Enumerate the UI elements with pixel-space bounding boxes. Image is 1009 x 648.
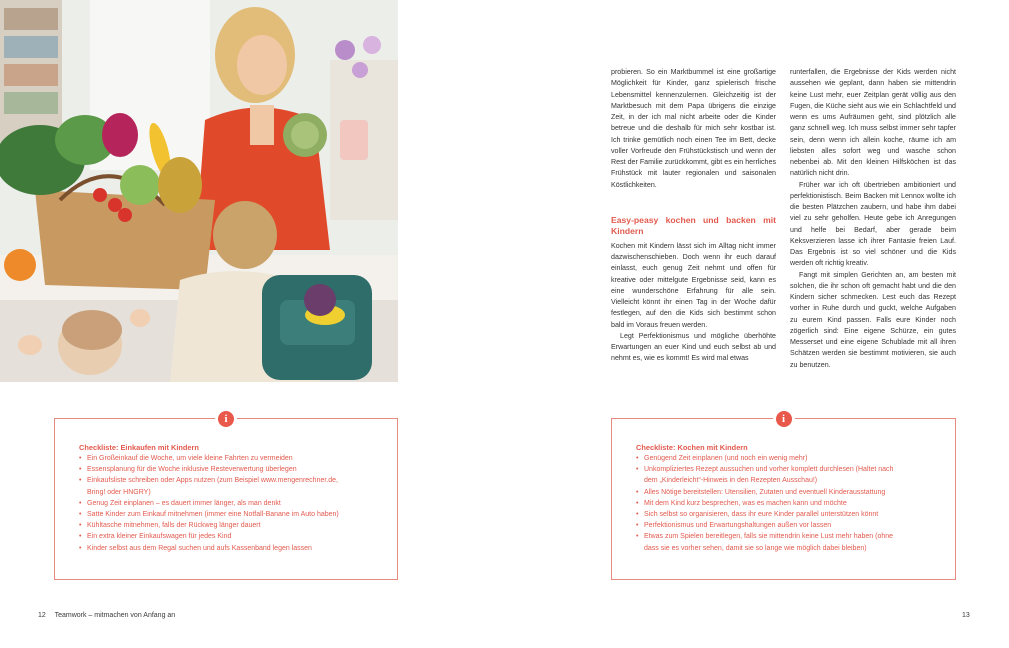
paragraph: probieren. So ein Marktbummel ist eine großartige Möglichkeit für Kinder, ganz spielerisch frische Lebensmittel kennenzulernen. Gleichzeitig ist der Marktbesuch mit dem Papa übrigens die einzige Zeit, in der ich mal nicht arbeite oder die Kinder betreue und die deshalb für mich sehr kostbar ist. Ich trinke gemütlich noch einen Tee im Bett, decke voller Vorfreude den Frühstückstisch und wenn der Rest der Familie zurückkommt, gibt es ein herrliches Frühstück mit lauter regionalen und saisonalen Köstlichkeiten. bbox=[611, 68, 776, 189]
list-item: • Kinder selbst aus dem Regal suchen und aufs Kassenband legen lassen bbox=[79, 543, 385, 554]
info-icon: i bbox=[776, 411, 792, 427]
list-item-text: Bring! oder HNGRY) bbox=[87, 488, 151, 496]
footer-left bbox=[38, 612, 175, 619]
cover-photo bbox=[0, 0, 398, 382]
list-item: • Perfektionismus und Erwartungshaltungen außen vor lassen bbox=[636, 520, 943, 531]
page-number: 12 bbox=[38, 612, 46, 619]
list-item: • Unkompliziertes Rezept aussuchen und vorher komplett durchlesen (Haltet nach bbox=[636, 464, 943, 475]
list-item: • Satte Kinder zum Einkauf mitnehmen (immer eine Notfall-Banane im Auto haben) bbox=[79, 509, 385, 520]
checklist bbox=[79, 453, 385, 554]
list-item-continued bbox=[636, 543, 943, 554]
info-icon: i bbox=[218, 411, 234, 427]
list-item: • Genug Zeit einplanen – es dauert immer länger, als man denkt bbox=[79, 498, 385, 509]
list-item: • Kühltasche mitnehmen, falls der Rückweg länger dauert bbox=[79, 520, 385, 531]
section-heading: Easy-peasy kochen und backen mit Kindern bbox=[611, 214, 776, 236]
text-column-left bbox=[611, 67, 776, 365]
list-item: • Essensplanung für die Woche inklusive Resteverwertung überlegen bbox=[79, 464, 385, 475]
list-item: • Einkaufsliste schreiben oder Apps nutzen (zum Beispiel www.mengenrechner.de, bbox=[79, 475, 385, 486]
list-item: • Etwas zum Spielen bereitlegen, falls sie mittendrin keine Lust mehr haben (ohne bbox=[636, 531, 943, 542]
list-item: • Sich selbst so organisieren, dass ihr eure Kinder parallel unterstützen könnt bbox=[636, 509, 943, 520]
checklist-title: Checkliste: Einkaufen mit Kindern bbox=[79, 443, 199, 452]
list-item: • Genügend Zeit einplanen (und noch ein wenig mehr) bbox=[636, 453, 943, 464]
checklist-title: Checkliste: Kochen mit Kindern bbox=[636, 443, 748, 452]
paragraph: Fangt mit simplen Gerichten an, am besten mit solchen, die ihr schon oft gemacht habt und die den Kindern sicher schmecken. Lest euch das Rezept vorher in Ruhe durch und guckt, welche Aufgaben zu eurem Kind passen. Falls eure Kinder noch zögerlich sind: Eine eigene Schürze, ein gutes Messerset und eine eigene Schublade mit all ihren Schätzen werden sie bestimmt motivieren, sie auch zu benutzen. bbox=[790, 270, 956, 369]
checklist-box-shopping bbox=[54, 413, 398, 580]
text-column-right bbox=[790, 67, 956, 371]
checklist bbox=[636, 453, 943, 554]
list-item-continued bbox=[636, 475, 943, 486]
list-item-continued bbox=[79, 487, 385, 498]
list-item-text: dem „Kinderleicht“-Hinweis in den Rezepten Ausschau!) bbox=[644, 477, 818, 485]
paragraph: Legt Perfektionismus und mögliche überhöhte Erwartungen an euer Kind und euch selbst ab und nehmt es, wie es kommt! Es wird mal etwas bbox=[611, 331, 776, 363]
list-item: • Ein extra kleiner Einkaufswagen für jedes Kind bbox=[79, 531, 385, 542]
paragraph: Früher war ich oft übertrieben ambitioniert und perfektionistisch. Beim Backen mit Lennox wollte ich die besten Plätzchen zaubern, und habe ihm dabei viel zu sehr geholfen. Heute gebe ich Anregungen und helfe bei Bedarf, aber gerade beim Keksverzieren lasse ich ihrer Fantasie freien Lauf. Das Ergebnis ist so viel schöner und die Kids werden oft richtig kreativ. bbox=[790, 180, 956, 268]
paragraph: Kochen mit Kindern lässt sich im Alltag nicht immer dazwischenschieben. Doch wenn ihr euch darauf einlasst, euch genug Zeit nehmt und offen für kreative oder mittelgute Ergebnisse seid, kann es eine wunderschöne Erfahrung für alle sein. Vielleicht könnt ihr einen Tag in der Woche dafür festlegen, auf den die Kids sich bestimmt schon bald im Voraus freuen werden. bbox=[611, 241, 776, 329]
list-item: • Mit dem Kind kurz besprechen, was es machen kann und möchte bbox=[636, 498, 943, 509]
page-number: 13 bbox=[962, 612, 970, 619]
checklist-box-cooking bbox=[611, 413, 956, 580]
footer-right bbox=[962, 612, 970, 619]
list-item: • Ein Großeinkauf die Woche, um viele kleine Fahrten zu vermeiden bbox=[79, 453, 385, 464]
list-item-text: dass sie es vorher sehen, damit sie so lange wie möglich dabei bleiben) bbox=[644, 544, 867, 552]
list-item: • Alles Nötige bereitstellen: Utensilien, Zutaten und eventuell Kinderausstattung bbox=[636, 487, 943, 498]
chapter-title: Teamwork – mitmachen von Anfang an bbox=[54, 612, 176, 619]
paragraph: runterfallen, die Ergebnisse der Kids werden nicht aussehen wie geplant, dann haben sie mittendrin keine Lust mehr, euer Zeitplan gerät völlig aus den Fugen, die Küche sieht aus wie ein Schlachtfeld und wenn es ums Aufräumen geht, sind plötzlich alle ganz schnell weg. Ich muss selbst immer sehr tapfer sein, denn wenn ich allein koche, räume ich am liebsten alles sofort weg und wasche schon nebenbei ab. Mit den kleinen Hilfsköchen ist das natürlich nicht drin. bbox=[790, 68, 956, 178]
photo-illustration bbox=[0, 0, 398, 382]
